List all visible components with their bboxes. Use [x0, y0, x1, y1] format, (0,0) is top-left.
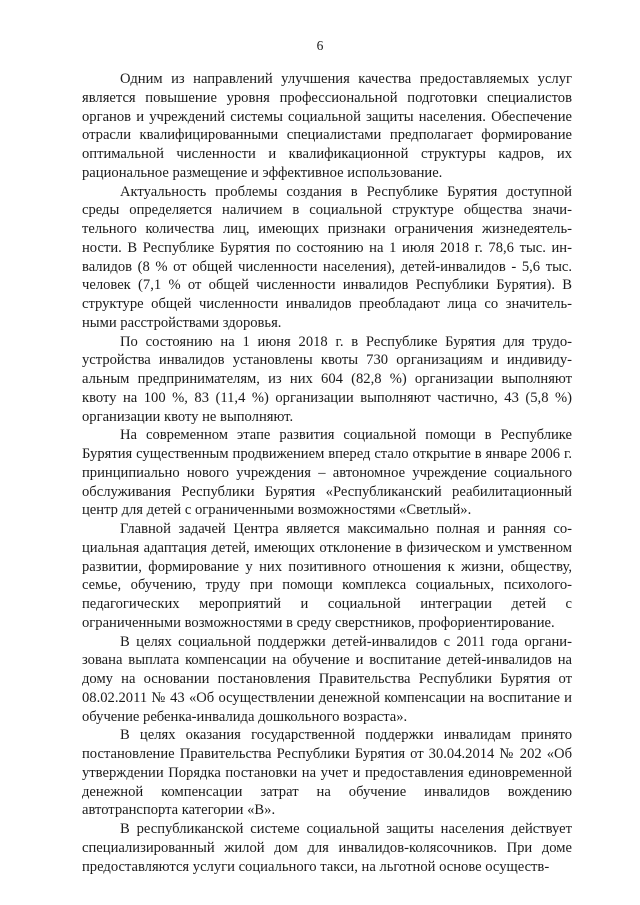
paragraph-staff-training: Одним из направлений улучшения качества предоставляемых услуг является повышение уровня профессиональной подготовки специалистов органов и учреждений системы социальной защиты населения. Обеспечение отрасли квалифицированными специалистами предполагает формирование оптимальной численности и квалификационной структуры кадров, их рациональное размещение и эффективное использование.: [82, 71, 572, 181]
paragraph-rehabilitation-center: На современном этапе развития социальной помощи в Республике Бурятия существенным продвижением вперед стало открытие в январе 2006 г. принципиально нового учреждения – автономное учреждение социального обслуживания Республики Бурятия «Республиканский реабилитационный центр для детей с ограниченными возможностями «Светлый».: [82, 427, 572, 519]
paragraph-driving-compensation: В целях оказания государственной поддержки инвалидам принято постановление Правительства Республики Бурятия от 30.04.2014 № 202 «Об утверждении Порядка постановки на учет и предоставления единовременной денежной компенсации затрат на обучение инвалидов вождению автотранспорта категории «В».: [82, 727, 572, 819]
document-body: [82, 70, 572, 876]
paragraph-employment-quotas: По состоянию на 1 июня 2018 г. в Республике Бурятия для трудоустройства инвалидов установлены квоты 730 организациям и индивидуальным предпринимателям, из них 604 (82,8 %) организации выполняют квоту на 100 %, 83 (11,4 %) организации выполняют частично, 43 (5,8 %) организации квоту не выполняют.: [82, 333, 572, 425]
page-number: 6: [316, 38, 324, 53]
paragraph-education-compensation: В целях социальной поддержки детей-инвалидов с 2011 года организована выплата компенсации на обучение и воспитание детей-инвалидов на дому на основании постановления Правительства Республики Бурятия от 08.02.2011 № 43 «Об осуществлении денежной компенсации на воспитание и обучение ребенка-инвалида дошкольного возраста».: [82, 633, 572, 725]
paragraph-center-goal: Главной задачей Центра является максимально полная и ранняя социальная адаптация детей, имеющих отклонение в физическом и умственном развитии, формирование у них позитивного отношения к жизни, обществу, семье, обучению, труду при помощи комплекса социальных, психолого-педагогических мероприятий и социальной интеграции детей с ограниченными возможностями в среду сверстников, профориентирование.: [82, 521, 572, 631]
paragraph-accessible-environment: Актуальность проблемы создания в Республике Бурятия доступной среды определяется наличием в социальной структуре общества значительного количества лиц, имеющих признаки ограничения жизнедеятельности. В Республике Бурятия по состоянию на 1 июля 2018 г. 78,6 тыс. инвалидов (8 % от общей численности населения), детей-инвалидов - 5,6 тыс. человек (7,1 % от общей численности инвалидов Республики Бурятия). В структуре общей численности инвалидов преобладают лица со значительными расстройствами здоровья.: [82, 183, 572, 331]
paragraph-specialized-housing: В республиканской системе социальной защиты населения действует специализированный жилой дом для инвалидов-колясочников. При доме предоставляются услуги социального такси, на льготной основе осуществ-: [82, 821, 572, 875]
